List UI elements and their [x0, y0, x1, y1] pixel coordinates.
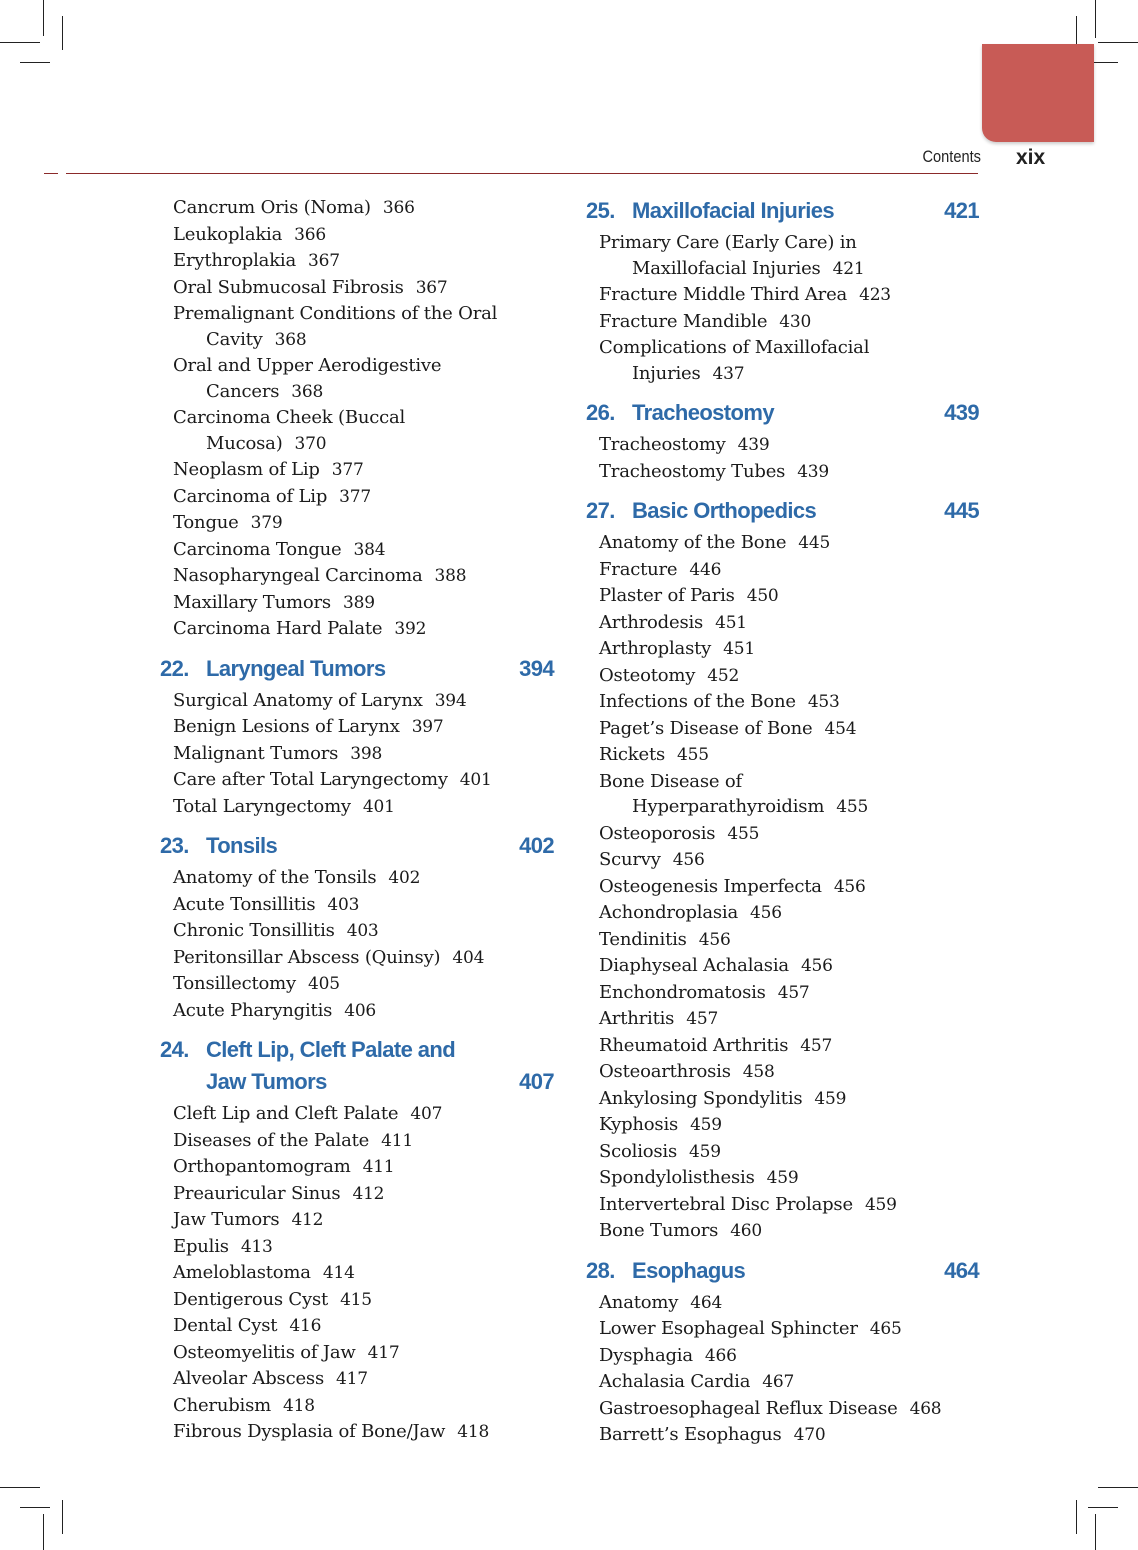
entry-page: 458 [742, 1062, 775, 1082]
chapter-number: 25. [586, 198, 615, 223]
entry-title: Oral Submucosal Fibrosis [173, 276, 404, 298]
running-head: Contents [922, 147, 981, 166]
entry-page: 415 [340, 1289, 372, 1310]
toc-entry [586, 1112, 979, 1139]
toc-entry [586, 309, 979, 336]
entry-title: Carcinoma Tongue [173, 538, 342, 560]
toc-column-left [160, 195, 554, 1446]
entry-title: Dysphagia [599, 1344, 693, 1366]
entry-title: Benign Lesions of Larynx [173, 716, 400, 737]
toc-entry [586, 980, 979, 1007]
toc-entry [586, 1033, 979, 1060]
toc-entry-continuation [193, 379, 554, 406]
entry-title: Fracture [599, 558, 678, 580]
entry-title: Barrett’s Esophagus [599, 1424, 782, 1445]
toc-entry [586, 583, 979, 610]
chapter-page: 439 [944, 400, 979, 425]
toc-entry [160, 1128, 554, 1155]
entry-page: 453 [807, 692, 840, 712]
toc-entry [586, 1369, 979, 1396]
crop-mark [0, 42, 40, 43]
toc-entry [160, 1234, 554, 1261]
entry-page: 459 [689, 1141, 721, 1162]
entry-page: 368 [274, 329, 307, 350]
chapter-number: 27. [586, 498, 615, 523]
entry-page: 467 [762, 1372, 795, 1392]
entry-page: 466 [704, 1345, 737, 1366]
chapter-title [206, 653, 519, 685]
entry-title: Tongue [173, 512, 239, 533]
entry-page: 464 [690, 1292, 723, 1313]
entry-title: Arthritis [599, 1008, 675, 1029]
entry-page: 456 [750, 903, 782, 923]
toc-entry [160, 1340, 554, 1367]
entry-page: 416 [289, 1316, 322, 1336]
chapter-page: 402 [519, 833, 554, 858]
entry-page: 392 [394, 619, 427, 639]
entry-page: 423 [859, 285, 891, 305]
entry-title: Fracture Mandible [599, 310, 768, 332]
entry-page: 455 [677, 745, 709, 765]
toc-entry [160, 1313, 554, 1340]
entry-title: Maxillary Tumors [173, 591, 331, 613]
entry-title: Osteotomy [599, 664, 696, 686]
toc-entry [160, 1154, 554, 1181]
entry-title: Carcinoma Hard Palate [173, 618, 383, 639]
entry-page: 398 [350, 743, 383, 764]
entry-title: Injuries [632, 362, 701, 384]
entry-page: 406 [344, 1000, 377, 1021]
entry-page: 407 [410, 1104, 443, 1124]
entry-title: Total Laryngectomy [173, 795, 351, 817]
entry-title: Preauricular Sinus [173, 1182, 341, 1204]
chapter-title-line: Basic Orthopedics [632, 498, 817, 523]
crop-mark [62, 1500, 63, 1534]
toc-entry [586, 742, 979, 769]
entry-page: 457 [777, 982, 810, 1003]
header-rule [44, 173, 58, 174]
entry-page: 417 [367, 1342, 400, 1363]
entry-page: 366 [382, 198, 415, 218]
page-number: xix [1016, 146, 1046, 169]
entry-page: 394 [434, 690, 467, 711]
entry-page: 437 [712, 363, 745, 384]
toc-entry [160, 1207, 554, 1234]
toc-entry [586, 689, 979, 716]
entry-title: Infections of the Bone [599, 691, 796, 712]
toc-entry [160, 767, 554, 794]
toc-entry [160, 1366, 554, 1393]
toc-entry [586, 927, 979, 954]
entry-title: Fracture Middle Third Area [599, 284, 848, 305]
chapter-number: 22. [160, 655, 189, 681]
entry-title: Osteomyelitis of Jaw [173, 1341, 356, 1363]
entry-title: Tonsillectomy [173, 973, 296, 994]
entry-title: Arthroplasty [599, 638, 712, 659]
toc-entry [160, 1419, 554, 1446]
toc-entry [160, 794, 554, 821]
toc-entry [586, 847, 979, 874]
entry-title: Cancers [206, 380, 280, 402]
toc-entry [586, 900, 979, 927]
entry-title: Bone Tumors [599, 1220, 719, 1241]
toc-column-right [586, 195, 979, 1449]
toc-entry [160, 457, 554, 484]
entry-page: 421 [832, 258, 865, 279]
chapter-title-line: Tracheostomy [632, 400, 774, 425]
crop-mark [1088, 1507, 1118, 1508]
entry-page: 412 [291, 1210, 324, 1230]
toc-entry [586, 557, 979, 584]
crop-mark [1095, 0, 1096, 38]
toc-entry [160, 484, 554, 511]
chapter-heading [586, 1255, 979, 1287]
entry-title: Achondroplasia [599, 902, 739, 923]
toc-entry [586, 1316, 979, 1343]
chapter-title [632, 1255, 944, 1287]
entry-page: 460 [730, 1221, 763, 1241]
toc-entry [160, 688, 554, 715]
entry-title: Rickets [599, 744, 666, 765]
entry-page: 414 [322, 1263, 355, 1283]
toc-entry [160, 1181, 554, 1208]
crop-mark [43, 1514, 44, 1550]
crop-mark [1095, 1514, 1096, 1550]
chapter-title-line: Esophagus [632, 1257, 746, 1283]
entry-title: Cavity [206, 328, 263, 350]
entry-page: 384 [353, 539, 386, 560]
entry-page: 439 [737, 435, 770, 455]
entry-page: 459 [814, 1088, 847, 1109]
toc-entry [586, 1396, 979, 1423]
crop-mark [1076, 1500, 1077, 1534]
entry-page: 459 [864, 1194, 897, 1215]
entry-page: 451 [723, 639, 755, 659]
entry-title: Scurvy [599, 849, 661, 870]
entry-page: 367 [308, 251, 340, 271]
toc-entry [586, 432, 979, 459]
chapter-number: 23. [160, 833, 189, 858]
toc-entry: Primary Care (Early Care) in [599, 232, 857, 253]
toc-entry [586, 530, 979, 557]
entry-page: 457 [800, 1035, 833, 1056]
toc-entry [160, 945, 554, 972]
toc-entry [586, 610, 979, 637]
entry-page: 418 [457, 1422, 490, 1442]
toc-entry [160, 1287, 554, 1314]
toc-entry [160, 998, 554, 1025]
entry-title: Cancrum Oris (Noma) [173, 197, 371, 218]
entry-page: 452 [707, 665, 740, 686]
entry-page: 403 [346, 921, 379, 941]
entry-title: Plaster of Paris [599, 585, 735, 606]
toc-entry [160, 971, 554, 998]
entry-page: 468 [909, 1398, 942, 1419]
entry-page: 455 [836, 797, 869, 817]
entry-title: Jaw Tumors [173, 1209, 280, 1230]
entry-page: 470 [793, 1425, 826, 1445]
entry-title: Diseases of the Palate [173, 1129, 370, 1151]
entry-page: 377 [339, 486, 372, 507]
crop-mark [1098, 1487, 1138, 1488]
toc-entry [160, 195, 554, 222]
entry-page: 457 [686, 1009, 719, 1029]
entry-title: Spondylolisthesis [599, 1167, 755, 1188]
toc-entry [586, 821, 979, 848]
toc-entry-continuation [619, 256, 979, 283]
entry-title: Neoplasm of Lip [173, 459, 320, 480]
toc-entry-continuation [619, 361, 979, 388]
entry-title: Malignant Tumors [173, 742, 339, 764]
toc-entry [160, 741, 554, 768]
chapter-heading [586, 495, 979, 527]
chapter-title [632, 495, 944, 527]
entry-page: 459 [690, 1115, 722, 1135]
entry-title: Arthrodesis [599, 611, 704, 633]
crop-mark [20, 1507, 50, 1508]
toc-entry [160, 590, 554, 617]
entry-page: 397 [411, 717, 444, 737]
toc-entry [586, 663, 979, 690]
entry-title: Ankylosing Spondylitis [599, 1087, 803, 1109]
entry-page: 367 [415, 277, 448, 298]
toc-entry [586, 1290, 979, 1317]
entry-title: Care after Total Laryngectomy [173, 769, 448, 790]
entry-page: 456 [698, 929, 731, 950]
entry-page: 413 [240, 1236, 273, 1257]
header-rule [66, 173, 978, 174]
entry-title: Alveolar Abscess [173, 1368, 324, 1389]
entry-page: 401 [362, 796, 395, 817]
entry-title: Lower Esophageal Sphincter [599, 1318, 858, 1339]
chapter-title-line: Cleft Lip, Cleft Palate and [206, 1037, 456, 1062]
entry-title: Carcinoma of Lip [173, 485, 328, 507]
entry-page: 411 [362, 1157, 395, 1177]
entry-page: 405 [308, 974, 340, 994]
toc-entry [586, 874, 979, 901]
entry-title: Epulis [173, 1235, 229, 1257]
entry-title: Diaphyseal Achalasia [599, 955, 789, 976]
entry-page: 417 [336, 1369, 368, 1389]
chapter-number: 26. [586, 400, 615, 425]
entry-page: 412 [352, 1183, 385, 1204]
toc-entry [586, 1059, 979, 1086]
toc-entry [586, 1218, 979, 1245]
entry-page: 455 [727, 823, 760, 844]
toc-entry: Premalignant Conditions of the Oral [173, 303, 498, 324]
chapter-title [632, 195, 944, 227]
toc-entry [160, 248, 554, 275]
entry-title: Tracheostomy [599, 434, 726, 455]
toc-entry [586, 1343, 979, 1370]
toc-entry [160, 714, 554, 741]
entry-title: Leukoplakia [173, 223, 283, 245]
toc-entry [160, 865, 554, 892]
entry-page: 418 [283, 1395, 315, 1416]
toc-entry [586, 282, 979, 309]
entry-title: Kyphosis [599, 1114, 679, 1135]
entry-page: 404 [452, 947, 485, 968]
toc-entry-continuation [193, 327, 554, 354]
entry-page: 451 [715, 612, 747, 633]
toc-entry [160, 1393, 554, 1420]
toc-entry [160, 537, 554, 564]
entry-page: 456 [800, 956, 833, 976]
chapter-heading [160, 1034, 554, 1098]
chapter-title [206, 1034, 519, 1098]
chapter-title [632, 397, 944, 429]
entry-page: 388 [434, 566, 467, 586]
entry-title: Mucosa) [206, 432, 283, 454]
chapter-page: 421 [944, 198, 979, 223]
entry-page: 439 [797, 461, 830, 482]
crop-mark [1098, 42, 1138, 43]
toc-entry [586, 1165, 979, 1192]
entry-page: 411 [381, 1130, 413, 1151]
chapter-heading [160, 830, 554, 862]
entry-page: 430 [779, 311, 812, 332]
entry-title: Tendinitis [599, 928, 687, 950]
entry-page: 401 [459, 770, 492, 790]
entry-page: 402 [388, 868, 421, 888]
toc-entry [586, 459, 979, 486]
toc-entry-continuation [619, 794, 979, 821]
entry-title: Scoliosis [599, 1140, 678, 1162]
entry-title: Ameloblastoma [173, 1262, 311, 1283]
chapter-heading [586, 195, 979, 227]
toc-entry [160, 1101, 554, 1128]
toc-entry [586, 1192, 979, 1219]
entry-page: 446 [689, 559, 722, 580]
chapter-title-line: Tonsils [206, 833, 278, 858]
toc-entry [160, 510, 554, 537]
toc-entry [160, 222, 554, 249]
toc-entry [586, 1086, 979, 1113]
toc-entry: Bone Disease of [599, 770, 742, 792]
entry-title: Osteoporosis [599, 822, 716, 844]
entry-page: 366 [294, 224, 327, 245]
entry-page: 379 [250, 513, 283, 533]
entry-title: Surgical Anatomy of Larynx [173, 689, 423, 711]
chapter-number: 24. [160, 1037, 189, 1062]
entry-title: Fibrous Dysplasia of Bone/Jaw [173, 1421, 446, 1442]
toc-entry [160, 275, 554, 302]
toc-entry [160, 892, 554, 919]
chapter-heading [160, 653, 554, 685]
entry-title: Anatomy of the Bone [599, 532, 787, 553]
chapter-page: 445 [944, 498, 979, 523]
toc-entry [160, 616, 554, 643]
entry-page: 465 [869, 1319, 902, 1339]
entry-title: Dentigerous Cyst [173, 1288, 329, 1310]
chapter-title-line: Jaw Tumors [206, 1069, 327, 1094]
entry-title: Paget’s Disease of Bone [599, 717, 813, 739]
entry-page: 377 [331, 460, 364, 480]
entry-title: Enchondromatosis [599, 981, 766, 1003]
entry-title: Peritonsillar Abscess (Quinsy) [173, 946, 441, 968]
entry-page: 403 [327, 894, 360, 915]
entry-page: 456 [672, 850, 705, 870]
entry-title: Hyperparathyroidism [632, 796, 825, 817]
toc-entry: Carcinoma Cheek (Buccal [173, 407, 406, 428]
crop-mark [0, 1487, 40, 1488]
entry-title: Tracheostomy Tubes [599, 460, 786, 482]
toc-entry [586, 953, 979, 980]
chapter-title-line: Laryngeal Tumors [206, 655, 386, 681]
entry-page: 368 [291, 381, 324, 402]
toc-entry [586, 716, 979, 743]
section-tab [982, 44, 1094, 142]
chapter-page: 464 [944, 1257, 979, 1283]
entry-title: Achalasia Cardia [599, 1371, 751, 1392]
toc-entry [586, 1006, 979, 1033]
chapter-page: 407 [519, 1069, 554, 1094]
chapter-heading [586, 397, 979, 429]
entry-title: Erythroplakia [173, 250, 296, 271]
entry-title: Acute Pharyngitis [173, 999, 333, 1021]
toc-entry [586, 1139, 979, 1166]
entry-title: Anatomy [599, 1291, 679, 1313]
chapter-title [206, 830, 519, 862]
chapter-title-line: Maxillofacial Injuries [632, 198, 834, 223]
toc-entry [160, 1260, 554, 1287]
entry-title: Rheumatoid Arthritis [599, 1034, 789, 1056]
toc-entry: Complications of Maxillofacial [599, 337, 870, 358]
entry-title: Gastroesophageal Reflux Disease [599, 1397, 898, 1419]
entry-title: Osteoarthrosis [599, 1061, 731, 1082]
crop-mark [62, 16, 63, 50]
entry-page: 389 [342, 592, 375, 613]
entry-title: Dental Cyst [173, 1315, 278, 1336]
toc-entry-continuation [193, 431, 554, 458]
entry-page: 450 [746, 586, 779, 606]
crop-mark [20, 62, 50, 63]
entry-title: Cherubism [173, 1394, 271, 1416]
entry-page: 454 [824, 718, 857, 739]
entry-title: Chronic Tonsillitis [173, 920, 335, 941]
toc-entry [586, 636, 979, 663]
entry-page: 445 [798, 533, 831, 553]
entry-page: 456 [833, 876, 866, 897]
chapter-number: 28. [586, 1257, 615, 1283]
entry-title: Acute Tonsillitis [173, 893, 316, 915]
entry-page: 459 [766, 1168, 799, 1188]
toc-entry [160, 563, 554, 590]
entry-page: 370 [294, 433, 327, 454]
entry-title: Nasopharyngeal Carcinoma [173, 565, 423, 586]
entry-title: Cleft Lip and Cleft Palate [173, 1103, 399, 1124]
toc-entry: Oral and Upper Aerodigestive [173, 355, 442, 376]
entry-title: Maxillofacial Injuries [632, 257, 821, 279]
entry-title: Osteogenesis Imperfecta [599, 875, 822, 897]
crop-mark [43, 0, 44, 36]
toc-entry [160, 918, 554, 945]
entry-title: Orthopantomogram [173, 1156, 351, 1177]
entry-title: Anatomy of the Tonsils [173, 867, 377, 888]
entry-title: Intervertebral Disc Prolapse [599, 1193, 853, 1215]
toc-entry [586, 1422, 979, 1449]
chapter-page: 394 [519, 655, 554, 681]
